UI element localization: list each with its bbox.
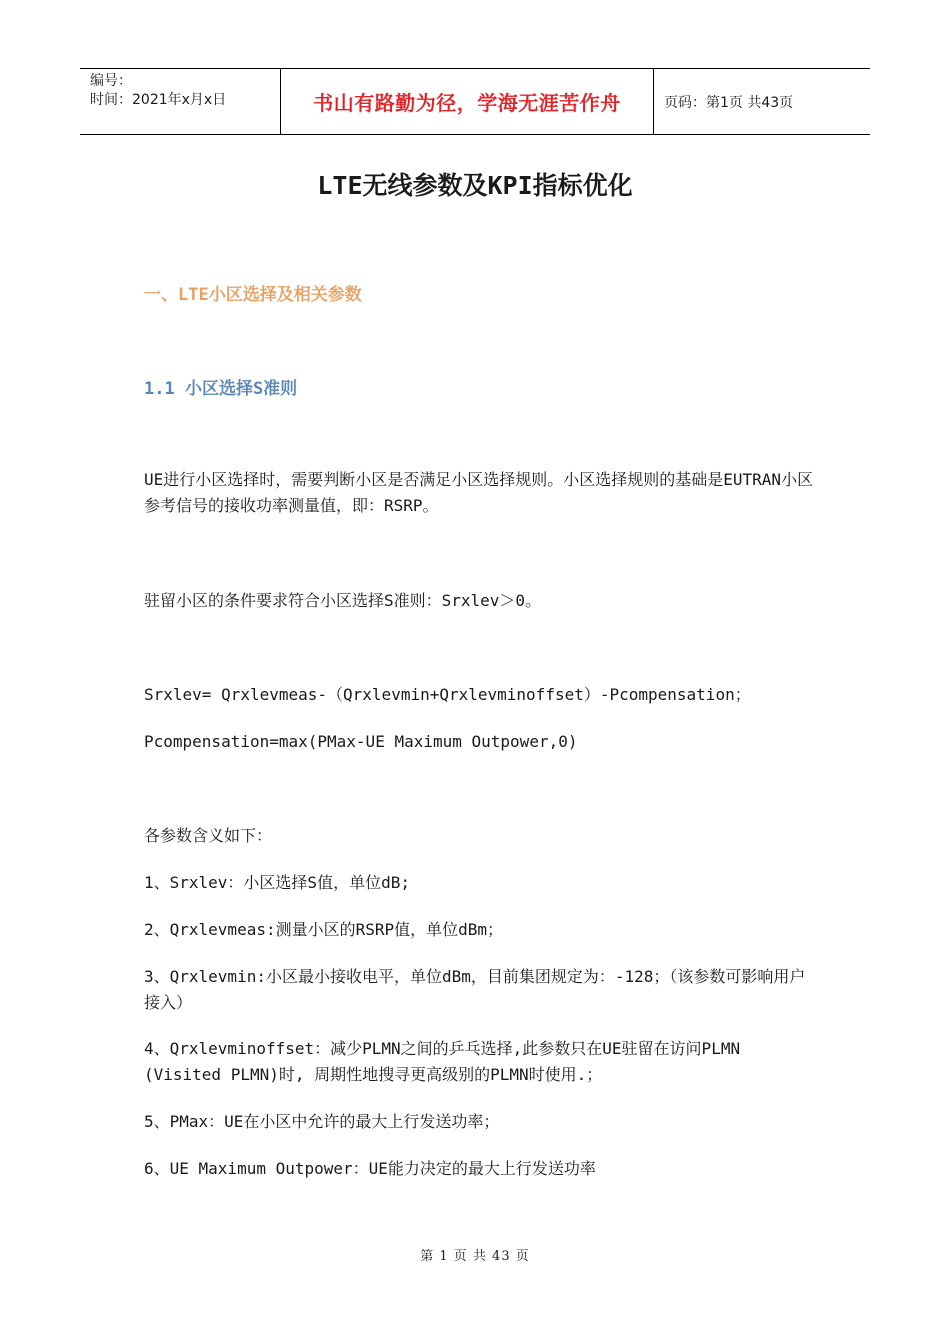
document-number-label: 编号： [90,73,132,89]
param-item-6: 6、UE Maximum Outpower：UE能力决定的最大上行发送功率 [144,1159,596,1178]
document-title: LTE无线参数及KPI指标优化 [317,171,633,200]
paragraph-s-criterion: 驻留小区的条件要求符合小区选择S准则：Srxlev＞0。 [144,591,542,610]
header-motto-cell [281,69,654,134]
formula-pcompensation: Pcompensation=max(PMax-UE Maximum Outpower,0) [144,732,578,751]
header-page-label: 页码：第1页 共43页 [664,94,794,111]
paragraph-intro: UE进行小区选择时，需要判断小区是否满足小区选择规则。小区选择规则的基础是EUTRAN小区参考信号的接收功率测量值，即：RSRP。 [144,470,814,515]
section-heading-1-1: 1.1 小区选择S准则 [144,379,298,399]
page-footer: 第 1 页 共 43 页 [420,1249,530,1264]
param-item-5: 5、PMax：UE在小区中允许的最大上行发送功率； [144,1112,500,1131]
param-item-3: 3、Qrxlevmin:小区最小接收电平，单位dBm，目前集团规定为：-128；（该参数可影响用户接入） [144,967,806,1012]
section-heading-1: 一、LTE小区选择及相关参数 [144,285,362,305]
header-left-cell [80,69,281,134]
header-page-cell [654,69,870,134]
paragraph-params-intro: 各参数含义如下： [144,826,273,845]
param-item-4: 4、Qrxlevminoffset：减少PLMN之间的乒乓选择,此参数只在UE驻留在访问PLMN (Visited PLMN)时, 周期性地搜寻更高级别的PLMN时使用.； [144,1039,741,1084]
formula-srxlev: Srxlev= Qrxlevmeas-（Qrxlevmin+Qrxlevminoffset）-Pcompensation； [144,685,751,704]
motto-text: 书山有路勤为径，学海无涯苦作舟 [313,91,621,115]
param-item-1: 1、Srxlev：小区选择S值，单位dB; [144,873,410,892]
document-time-label: 时间：2021年x月x日 [90,92,227,108]
param-item-2: 2、Qrxlevmeas:测量小区的RSRP值，单位dBm； [144,920,504,939]
page-header [80,68,870,135]
